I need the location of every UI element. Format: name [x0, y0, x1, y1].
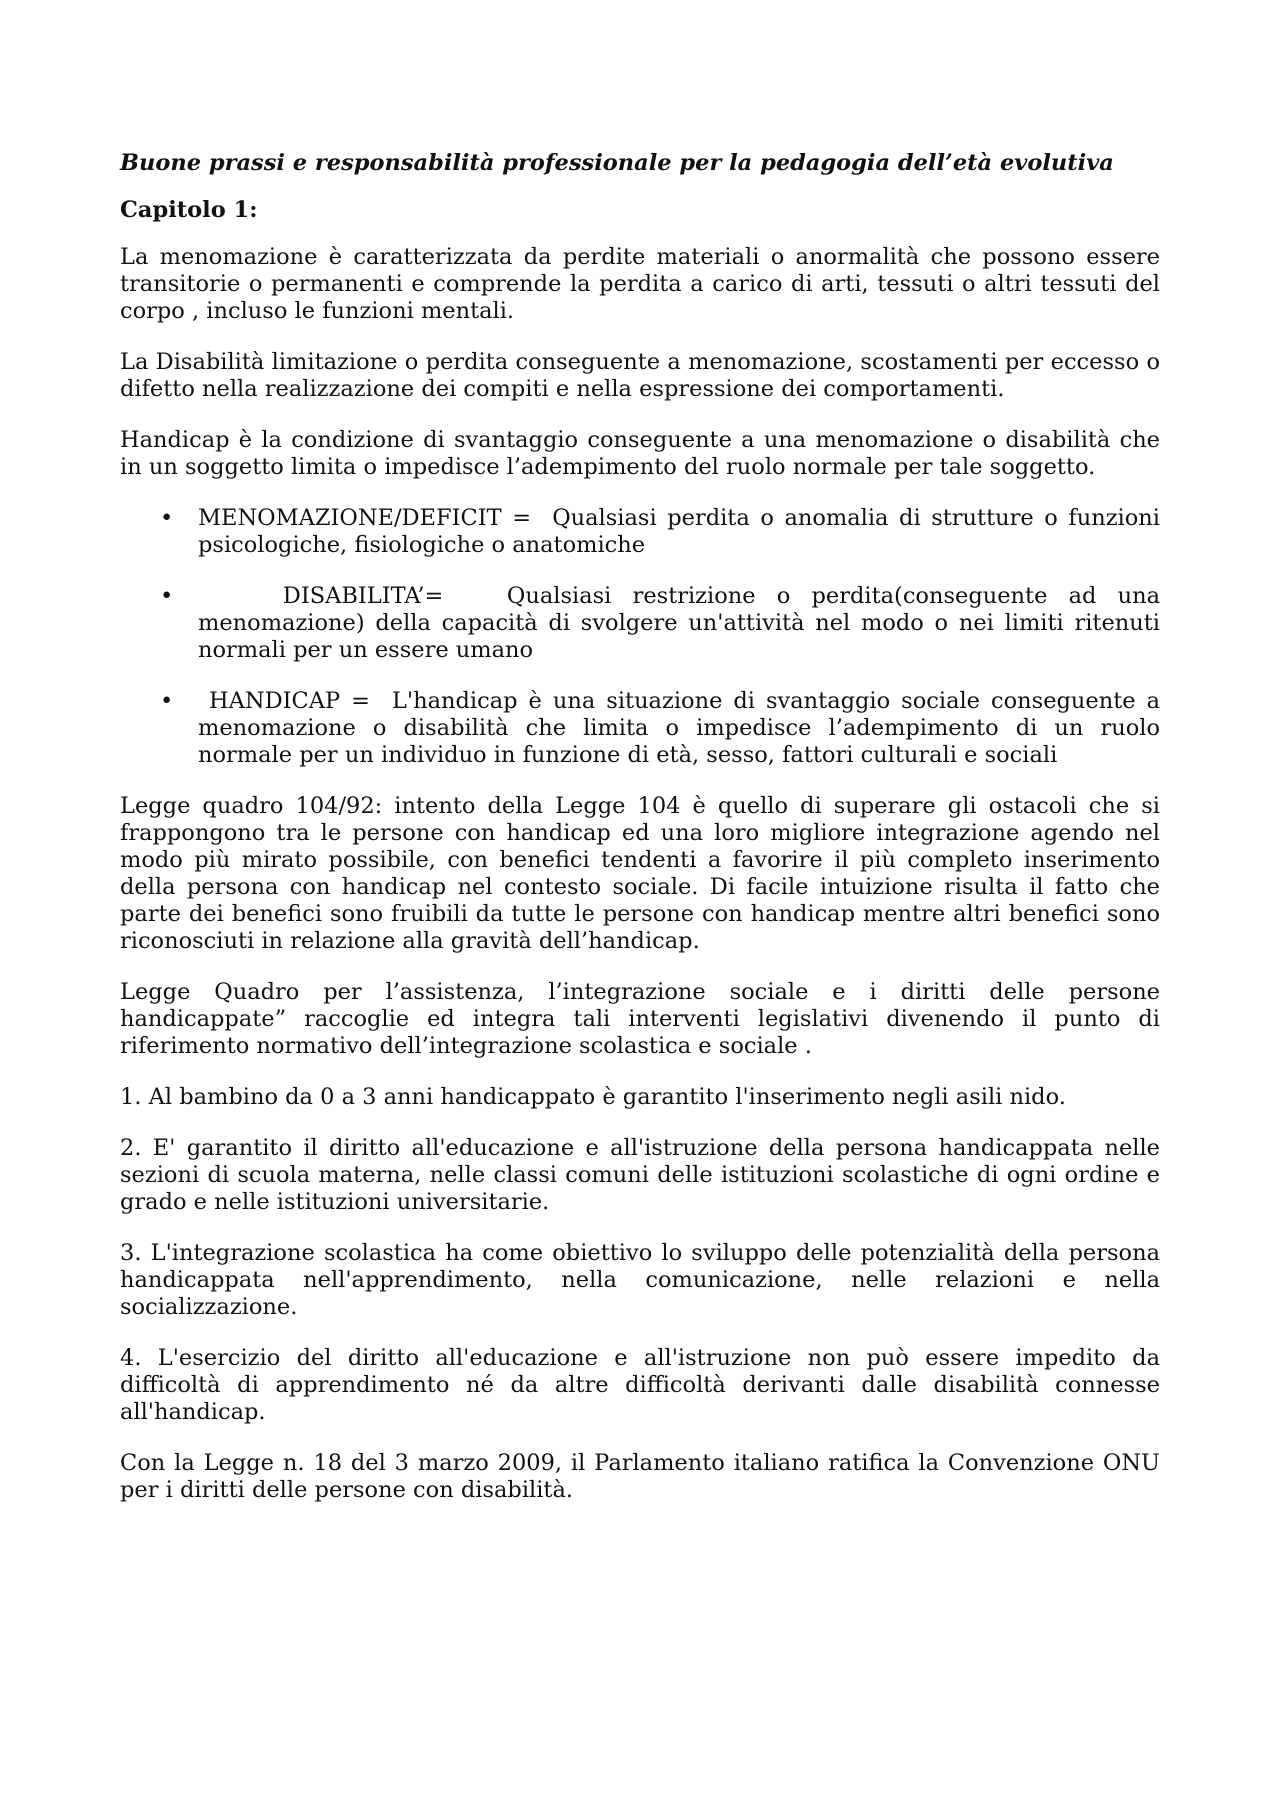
paragraph-point-1: 1. Al bambino da 0 a 3 anni handicappato è garantito l'inserimento negli asili nido.	[120, 1084, 1066, 1110]
list-item-menomazione	[120, 505, 1168, 559]
paragraph-point-4: 4. L'esercizio del diritto all'educazione e all'istruzione non può essere impedito da difficoltà di apprendimento né da altre difficoltà derivanti dalle disabilità connesse all'handicap.	[120, 1345, 1160, 1425]
paragraph-menomazione: La menomazione è caratterizzata da perdite materiali o anormalità che possono essere transitorie o permanenti e comprende la perdita a carico di arti, tessuti o altri tessuti del corpo , incluso le funzioni mentali.	[120, 244, 1160, 324]
paragraph-legge-quadro: Legge Quadro per l’assistenza, l’integrazione sociale e i diritti delle persone handicappate” raccoglie ed integra tali interventi legislativi divenendo il punto di riferimento normativo dell’integrazione scolastica e sociale .	[120, 979, 1160, 1059]
chapter-heading: Capitolo 1:	[120, 197, 258, 223]
bullet-icon: •	[160, 688, 174, 714]
paragraph-point-2: 2. E' garantito il diritto all'educazione e all'istruzione della persona handicappata nelle sezioni di scuola materna, nelle classi comuni delle istituzioni scolastiche di ogni ordine e grado e nelle istituzioni universitarie.	[120, 1135, 1160, 1215]
document-title: Buone prassi e responsabilità professionale per la pedagogia dell’età evolutiva	[120, 150, 1114, 176]
bullet-icon: •	[160, 505, 174, 531]
list-item-handicap	[120, 688, 1168, 769]
document-page	[120, 150, 1168, 1528]
paragraph-disabilita: La Disabilità limitazione o perdita conseguente a menomazione, scostamenti per eccesso o difetto nella realizzazione dei compiti e nella espressione dei comportamenti.	[120, 349, 1160, 402]
paragraph-point-3: 3. L'integrazione scolastica ha come obiettivo lo sviluppo delle potenzialità della persona handicappata nell'apprendimento, nella comunicazione, nelle relazioni e nella socializzazione.	[120, 1240, 1160, 1320]
list-item-text: MENOMAZIONE/DEFICIT = Qualsiasi perdita o anomalia di strutture o funzioni psicologiche, fisiologiche o anatomiche	[198, 505, 1168, 558]
bullet-icon: •	[160, 583, 174, 609]
list-item-disabilita	[120, 583, 1168, 664]
paragraph-legge-104: Legge quadro 104/92: intento della Legge 104 è quello di superare gli ostacoli che si frappongono tra le persone con handicap ed una loro migliore integrazione agendo nel modo più mirato possibile, con benefici tendenti a favorire il più completo inserimento della persona con handicap nel contesto sociale. Di facile intuizione risulta il fatto che parte dei benefici sono fruibili da tutte le persone con handicap mentre altri benefici sono riconosciuti in relazione alla gravità dell’handicap.	[120, 793, 1160, 954]
paragraph-legge-18: Con la Legge n. 18 del 3 marzo 2009, il Parlamento italiano ratifica la Convenzione ONU per i diritti delle persone con disabilità.	[120, 1450, 1160, 1503]
list-item-text: HANDICAP = L'handicap è una situazione di svantaggio sociale conseguente a menomazione o disabilità che limita o impedisce l’adempimento di un ruolo normale per un individuo in funzione di età, sesso, fattori culturali e sociali	[198, 688, 1168, 768]
definitions-list	[120, 505, 1168, 769]
list-item-text: DISABILITA’= Qualsiasi restrizione o perdita(conseguente ad una menomazione) della capacità di svolgere un'attività nel modo o nei limiti ritenuti normali per un essere umano	[198, 583, 1168, 663]
paragraph-handicap: Handicap è la condizione di svantaggio conseguente a una menomazione o disabilità che in un soggetto limita o impedisce l’adempimento del ruolo normale per tale soggetto.	[120, 427, 1160, 480]
